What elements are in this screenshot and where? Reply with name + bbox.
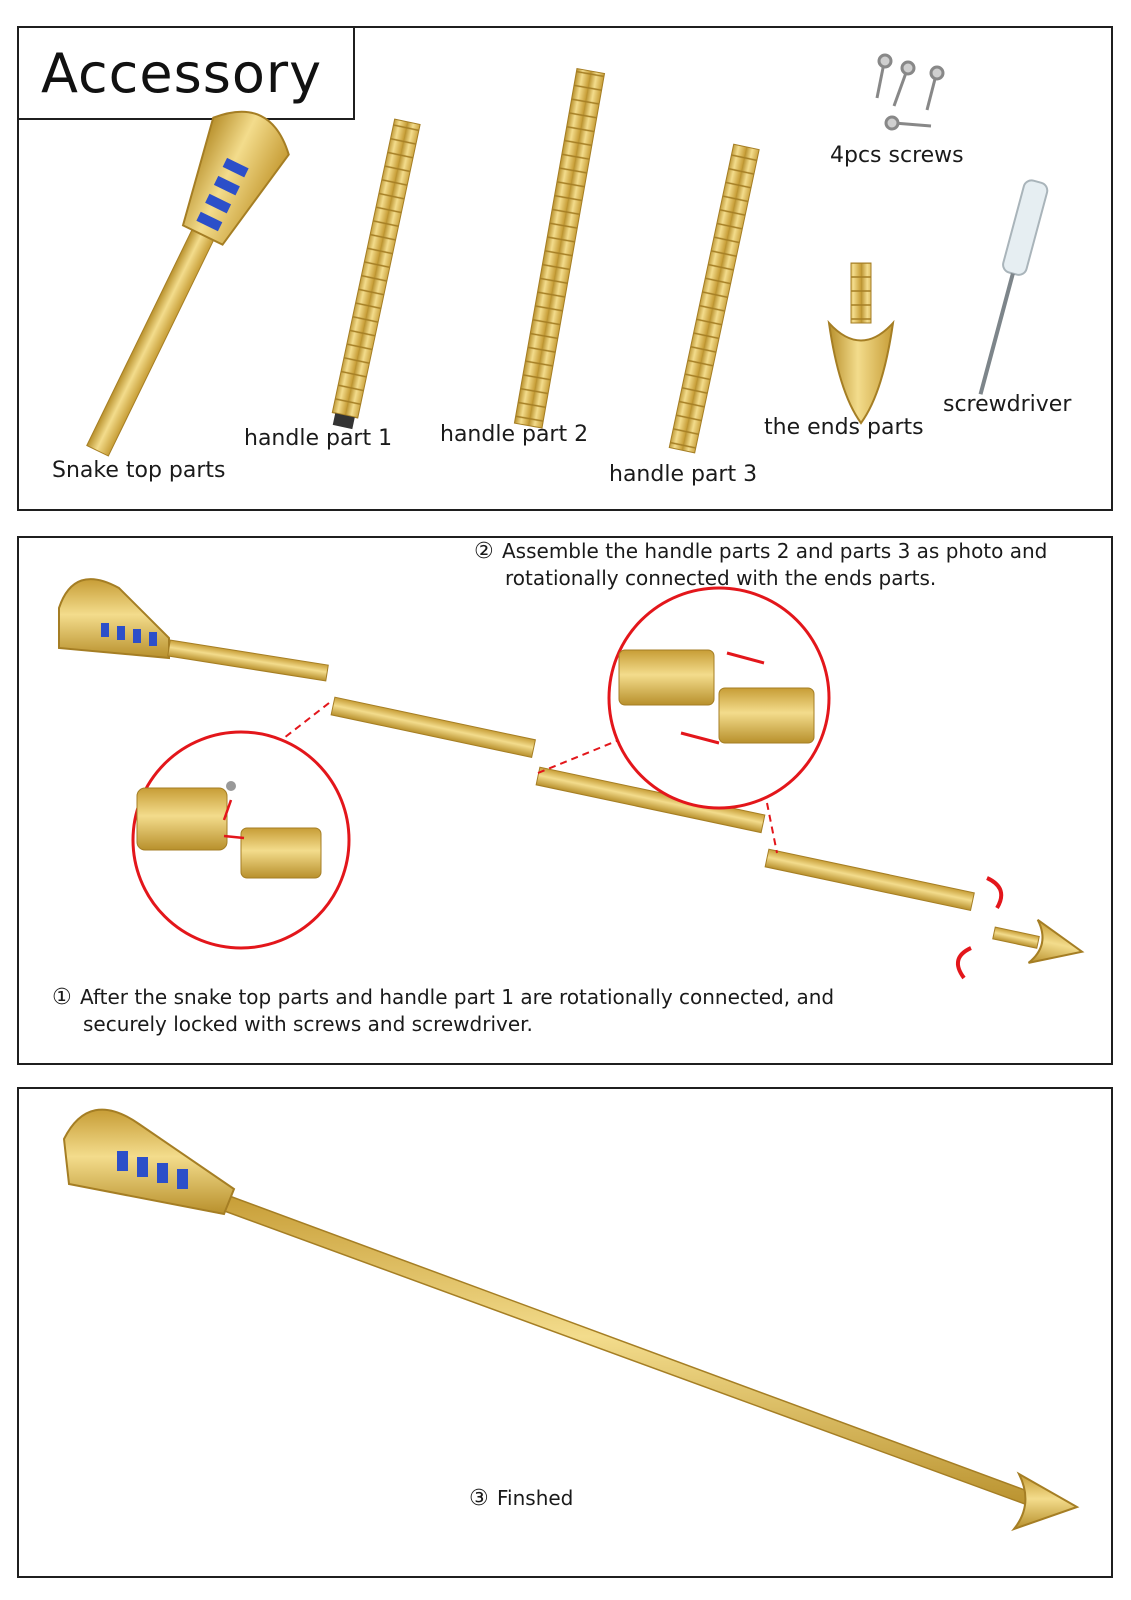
step-1-instruction (52, 984, 834, 1038)
step-3-label: Finshed (497, 1486, 574, 1510)
ends-part-image (829, 263, 893, 423)
accessory-panel (17, 26, 1113, 511)
step-2-line-1: Assemble the handle parts 2 and parts 3 as photo and (502, 539, 1048, 563)
handle-3-shaft-image (765, 849, 974, 910)
assembled-snake-head-image (59, 579, 169, 658)
label-screwdriver: screwdriver (943, 392, 1072, 417)
label-handle-part-1: handle part 1 (244, 426, 393, 451)
assembled-end-tip-image (989, 911, 1086, 973)
label-handle-part-2: handle part 2 (440, 422, 589, 447)
finished-staff-image (64, 1110, 1077, 1529)
step-2-number: ② (474, 539, 494, 564)
screws-image (877, 55, 943, 129)
step-2-instruction (474, 538, 1047, 592)
step-3-number: ③ (469, 1486, 489, 1511)
accessory-title: Accessory (41, 41, 323, 105)
step-1-number: ① (52, 985, 72, 1010)
screwdriver-image (969, 179, 1049, 398)
handle-part-3-image (669, 144, 759, 453)
handle-part-2-image (514, 69, 604, 428)
assembly-panel (17, 536, 1113, 1065)
finished-panel (17, 1087, 1113, 1578)
handle-part-1-image (330, 119, 420, 430)
label-handle-part-3: handle part 3 (609, 462, 758, 487)
label-snake-top-parts: Snake top parts (52, 458, 226, 483)
step-1-line-1: After the snake top parts and handle part 1 are rotationally connected, and (80, 985, 835, 1009)
snake-shaft-image (168, 640, 329, 681)
handle-1-shaft-image (331, 697, 535, 757)
step-1-line-2: securely locked with screws and screwdriver. (83, 1012, 533, 1036)
step-3-instruction (469, 1485, 573, 1512)
detail-circle-handle-join (609, 588, 829, 808)
snake-top-part-image (60, 98, 299, 470)
detail-circle-screw-lock (133, 732, 349, 948)
step-2-line-2: rotationally connected with the ends parts. (505, 566, 937, 590)
label-ends-parts: the ends parts (764, 415, 924, 440)
label-screws: 4pcs screws (830, 143, 964, 168)
